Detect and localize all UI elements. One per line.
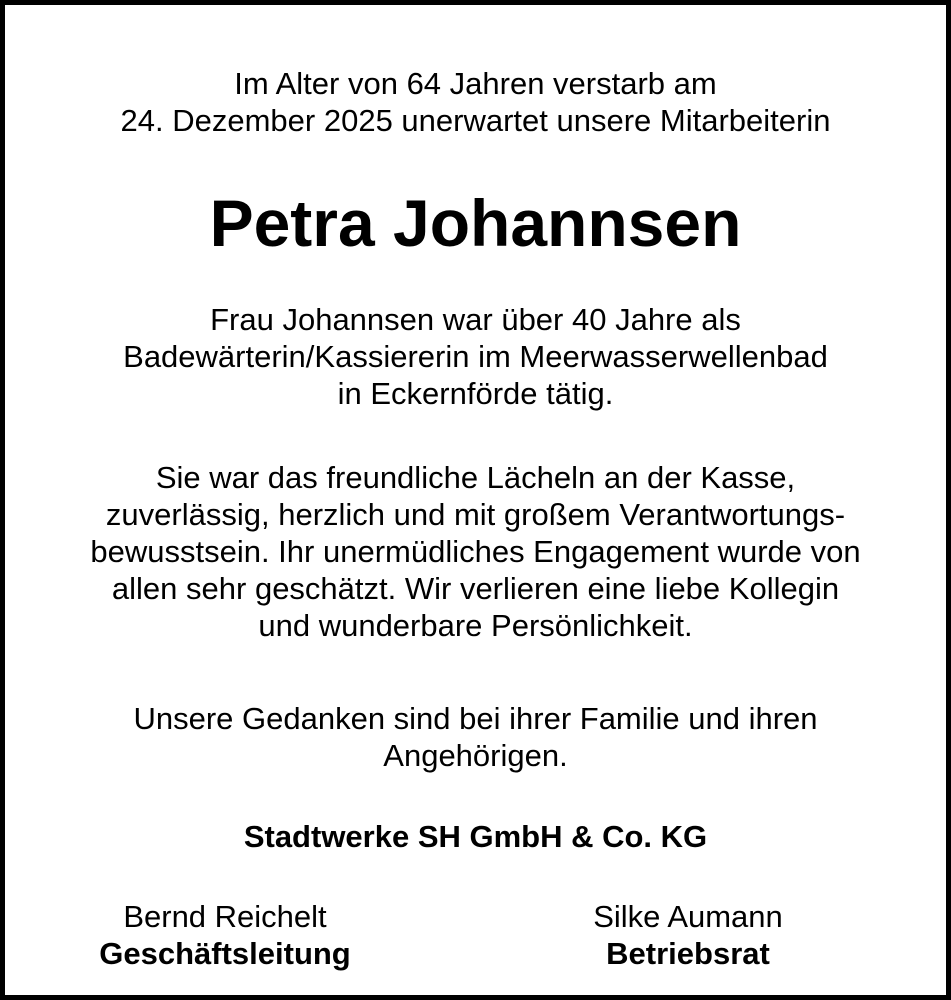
thoughts-line: Angehörigen.	[383, 738, 568, 773]
tribute-line: und wunderbare Persönlichkeit.	[258, 608, 693, 643]
thoughts-paragraph	[5, 700, 946, 774]
tribute-line: Sie war das freundliche Lächeln an der Kasse,	[155, 460, 796, 495]
career-line: in Eckernförde tätig.	[337, 376, 614, 411]
intro-paragraph	[5, 65, 946, 139]
career-paragraph	[5, 301, 946, 412]
signer-role: Geschäftsleitung	[99, 936, 351, 971]
thoughts-line: Unsere Gedanken sind bei ihrer Familie und ihren	[133, 701, 818, 736]
tribute-line: allen sehr geschätzt. Wir verlieren eine liebe Kollegin	[111, 571, 840, 606]
tribute-paragraph	[5, 459, 946, 644]
signer-right	[498, 898, 878, 972]
career-line: Badewärterin/Kassiererin im Meerwasserwellenbad	[123, 339, 828, 374]
signer-name: Bernd Reichelt	[123, 899, 327, 934]
signer-role: Betriebsrat	[606, 936, 770, 971]
career-line: Frau Johannsen war über 40 Jahre als	[210, 302, 741, 337]
signer-name: Silke Aumann	[593, 899, 783, 934]
company-name: Stadtwerke SH GmbH & Co. KG	[243, 819, 708, 854]
tribute-line: zuverlässig, herzlich und mit großem Verantwortungs-	[105, 497, 846, 532]
intro-line: 24. Dezember 2025 unerwartet unsere Mitarbeiterin	[120, 103, 831, 138]
intro-line: Im Alter von 64 Jahren verstarb am	[234, 66, 717, 101]
deceased-name: Petra Johannsen	[209, 186, 742, 260]
signer-left	[35, 898, 415, 972]
tribute-line: bewusstsein. Ihr unermüdliches Engagement wurde von	[90, 534, 861, 569]
